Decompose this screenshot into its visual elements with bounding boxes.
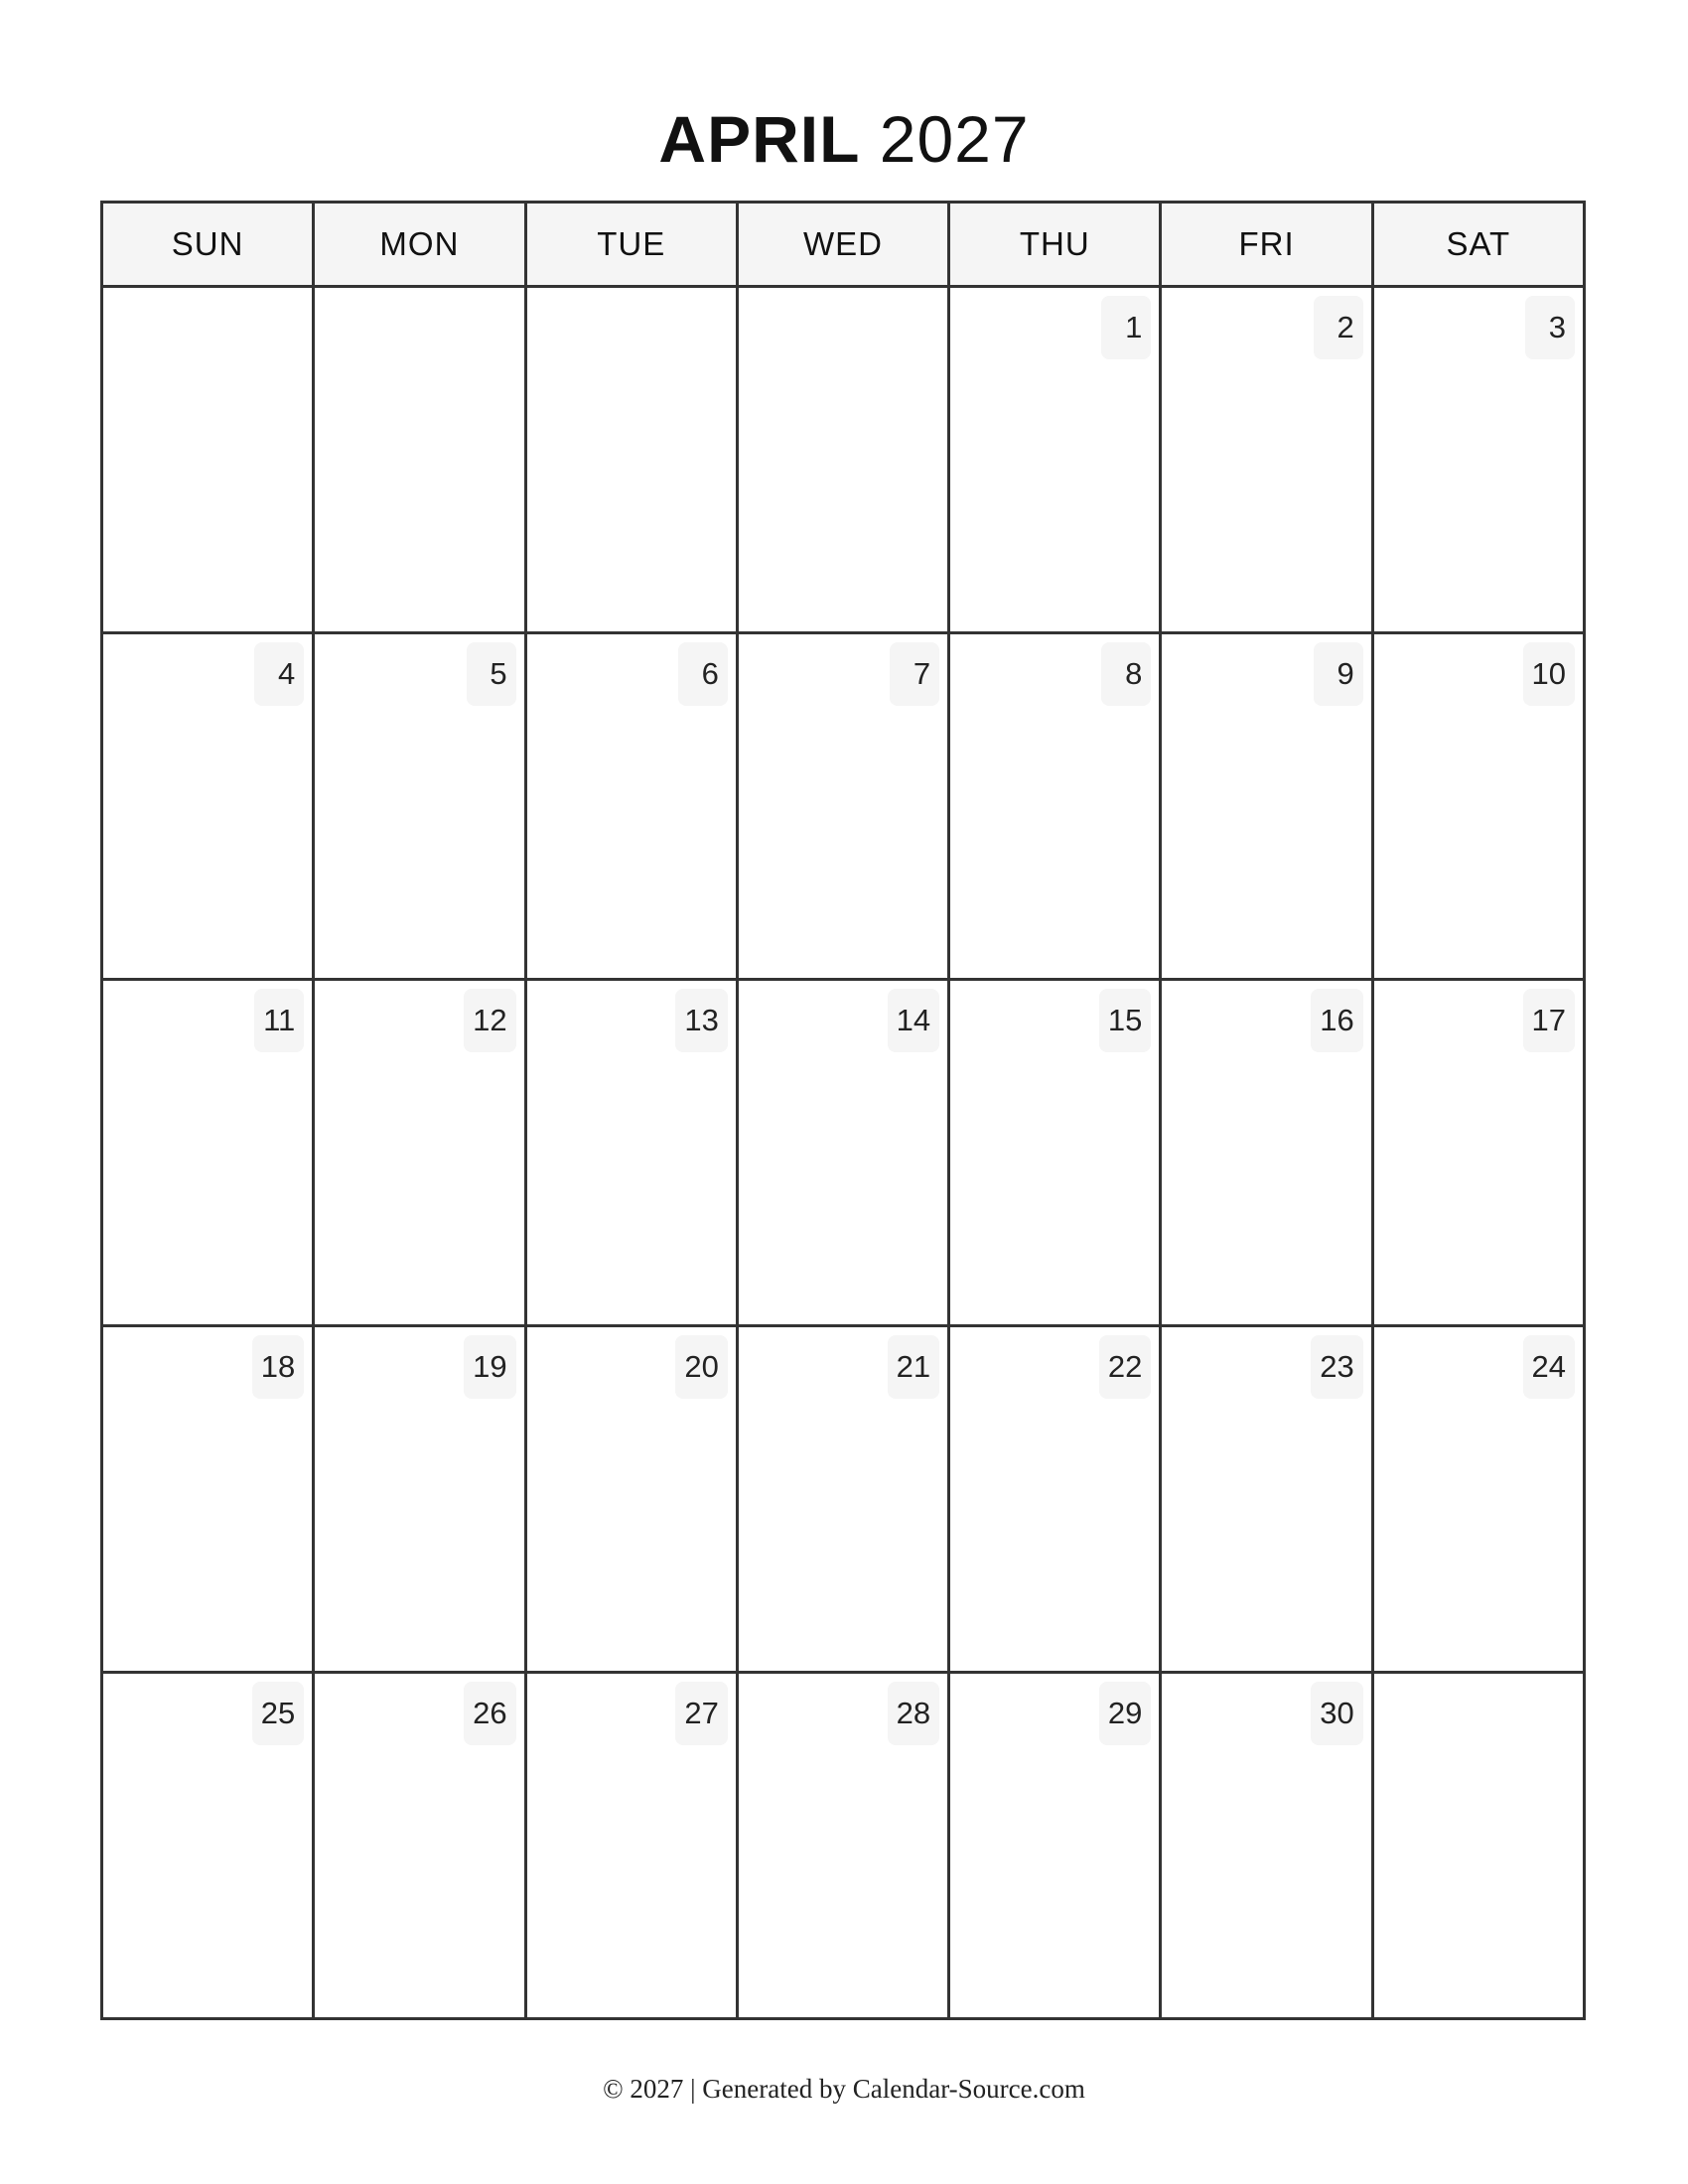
day-cell [1161,1673,1372,2019]
day-cell [525,287,737,633]
day-number: 21 [888,1335,939,1399]
day-cell [737,633,948,980]
day-cell [1372,980,1584,1326]
day-number: 28 [888,1682,939,1745]
day-cell [949,1326,1161,1673]
day-cell [737,1326,948,1673]
title-month: APRIL [658,102,861,176]
day-cell [737,1673,948,2019]
day-number: 17 [1523,989,1575,1052]
weekday-fri: FRI [1161,203,1372,287]
day-number: 24 [1523,1335,1575,1399]
day-number: 19 [464,1335,515,1399]
day-number: 20 [675,1335,727,1399]
day-number: 27 [675,1682,727,1745]
day-cell [737,287,948,633]
day-cell [314,1673,525,2019]
week-row [102,980,1585,1326]
day-cell [1372,287,1584,633]
title-year: 2027 [879,102,1030,176]
day-number: 22 [1099,1335,1151,1399]
weekday-sat: SAT [1372,203,1584,287]
day-number: 15 [1099,989,1151,1052]
day-number: 11 [254,989,304,1052]
day-number: 1 [1101,296,1151,359]
day-number: 5 [467,642,516,706]
day-cell [525,980,737,1326]
day-number: 10 [1523,642,1575,706]
day-cell [314,287,525,633]
day-cell [525,1673,737,2019]
day-number: 9 [1314,642,1363,706]
day-number: 3 [1525,296,1575,359]
day-cell [102,633,314,980]
day-cell [102,1326,314,1673]
day-cell [314,633,525,980]
day-number: 2 [1314,296,1363,359]
day-cell [314,1326,525,1673]
day-number: 13 [675,989,727,1052]
day-number: 23 [1311,1335,1362,1399]
day-cell [1161,1326,1372,1673]
day-number: 16 [1311,989,1362,1052]
day-cell [102,1673,314,2019]
week-row [102,287,1585,633]
day-cell [314,980,525,1326]
day-cell [1372,1326,1584,1673]
week-row [102,1673,1585,2019]
day-cell [102,980,314,1326]
day-number: 4 [254,642,304,706]
weekday-sun: SUN [102,203,314,287]
calendar-title [0,94,1688,184]
day-number: 25 [252,1682,304,1745]
day-cell [102,287,314,633]
day-cell [1372,1673,1584,2019]
day-cell [737,980,948,1326]
week-row [102,1326,1585,1673]
day-number: 8 [1101,642,1151,706]
day-cell [525,1326,737,1673]
day-cell [525,633,737,980]
day-cell [949,1673,1161,2019]
day-number: 7 [890,642,939,706]
day-cell [1161,633,1372,980]
weekday-thu: THU [949,203,1161,287]
day-cell [1161,980,1372,1326]
day-number: 26 [464,1682,515,1745]
day-cell [1372,633,1584,980]
day-number: 18 [252,1335,304,1399]
day-cell [949,287,1161,633]
day-cell [1161,287,1372,633]
day-number: 12 [464,989,515,1052]
weekday-wed: WED [737,203,948,287]
week-row [102,633,1585,980]
day-cell [949,633,1161,980]
day-number: 14 [888,989,939,1052]
day-number: 29 [1099,1682,1151,1745]
footer-credit: © 2027 | Generated by Calendar-Source.com [603,2074,1085,2104]
day-number: 6 [678,642,728,706]
weekday-tue: TUE [525,203,737,287]
day-cell [949,980,1161,1326]
weekday-header-row [102,203,1585,287]
calendar-grid [100,201,1586,2020]
weekday-mon: MON [314,203,525,287]
day-number: 30 [1311,1682,1362,1745]
